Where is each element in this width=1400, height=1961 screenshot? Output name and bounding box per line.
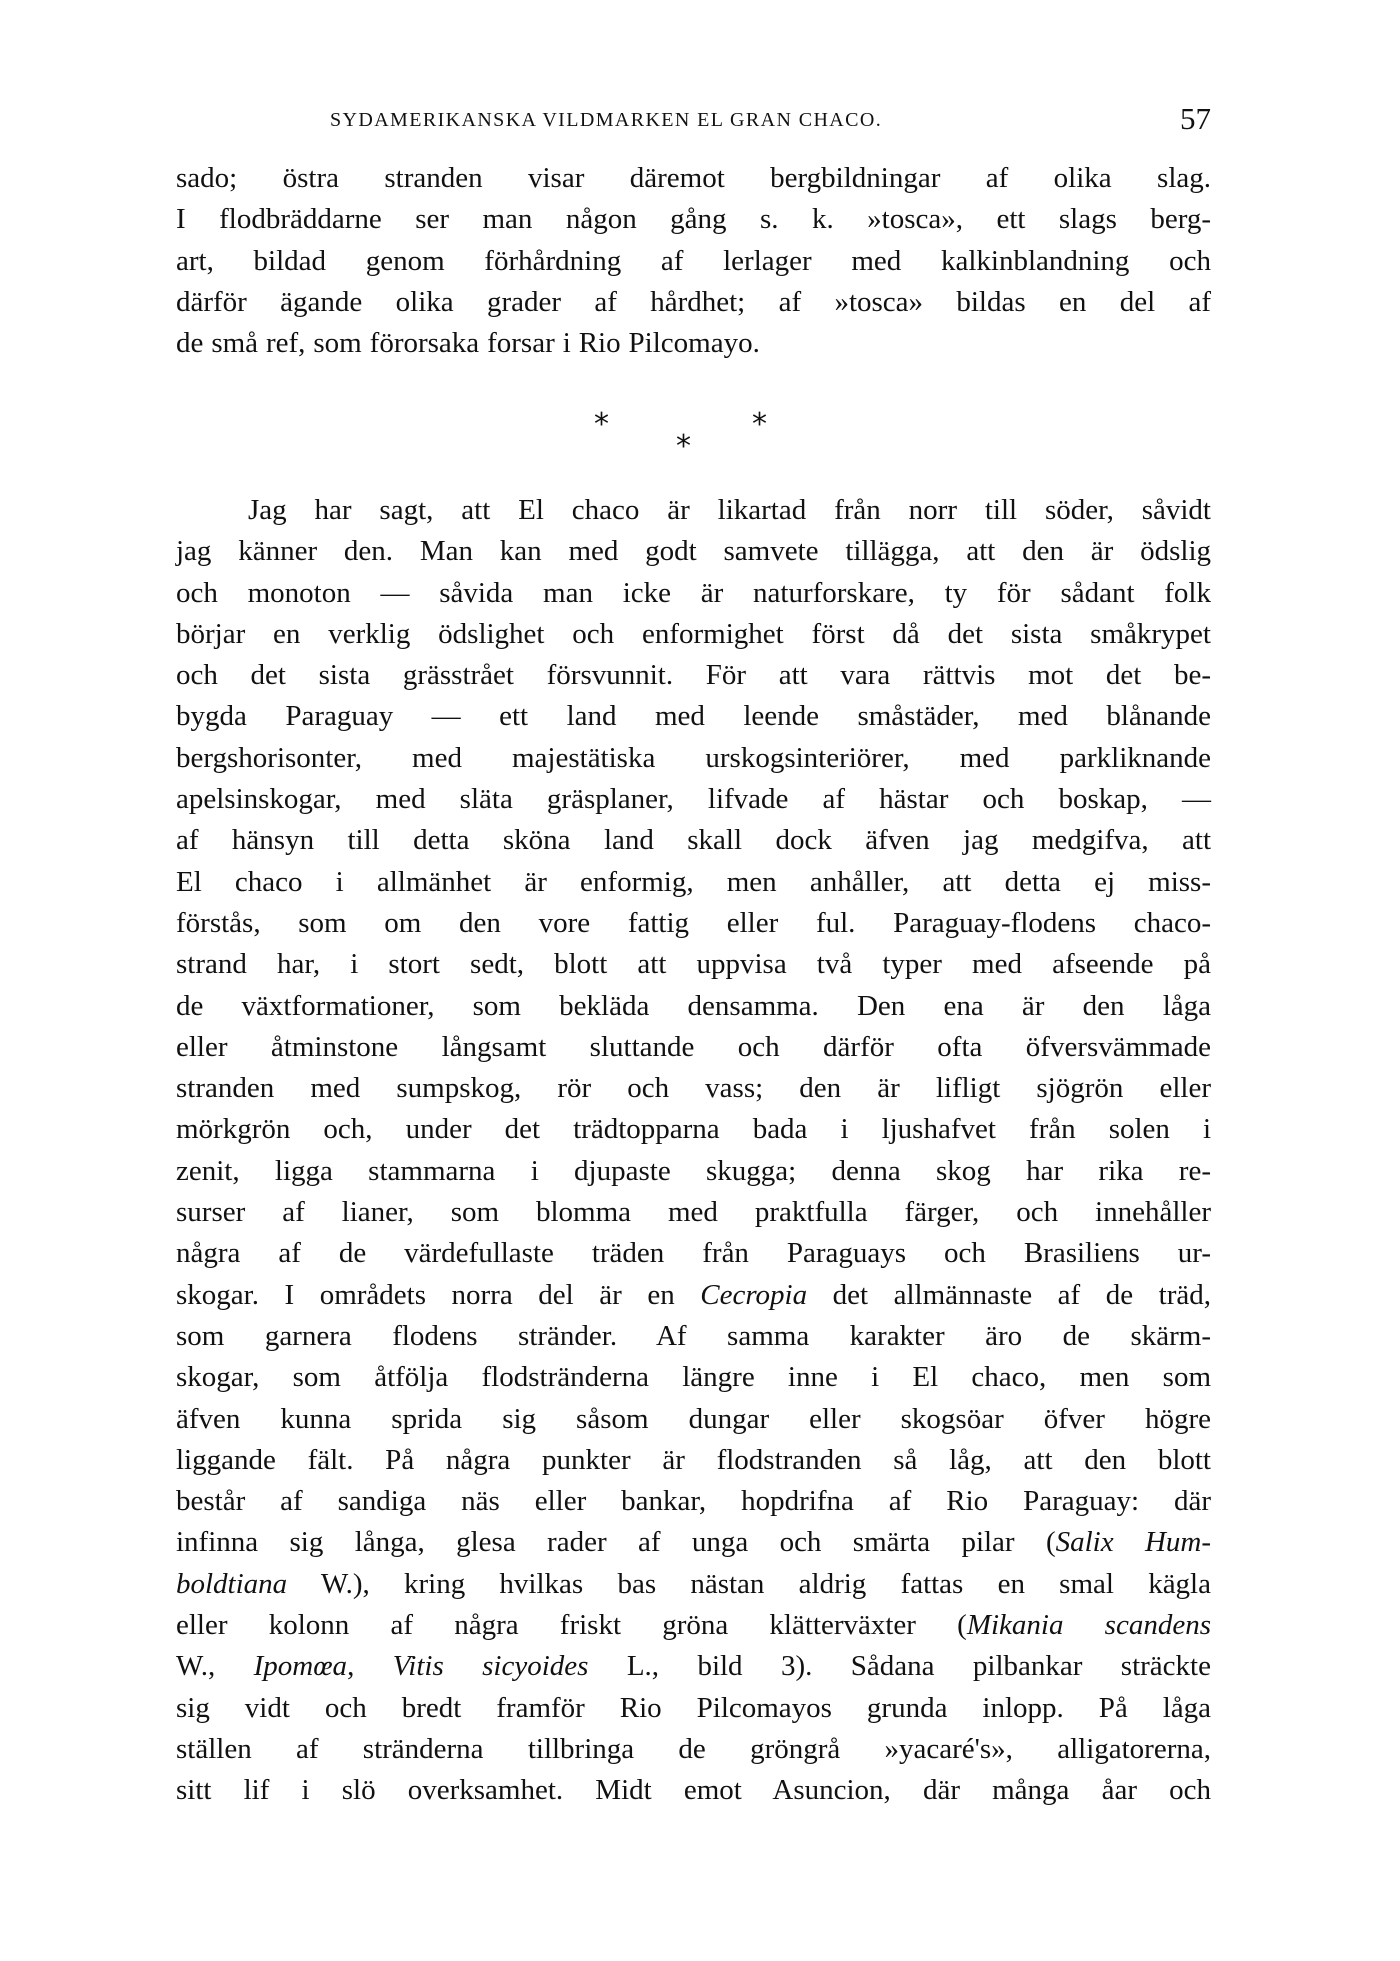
text-line: de små ref, som förorsaka forsar i Rio Pilcomayo. — [176, 327, 760, 360]
running-head: SYDAMERIKANSKA VILDMARKEN EL GRAN CHACO. — [330, 109, 883, 131]
text-line: de växtformationer, som bekläda densamma. Den ena är den låga — [176, 989, 1211, 1022]
text-fragment: eller kolonn af några friskt gröna klätterväxter ( — [176, 1609, 967, 1642]
paragraph-el-chaco — [176, 490, 1211, 1812]
text-line: sado; östra stranden visar däremot bergbildningar af olika slag. — [176, 162, 1211, 194]
text-line-boldtiana — [176, 1564, 1211, 1605]
section-asterism — [570, 407, 790, 464]
italic-taxon-cecropia: Cecropia — [700, 1278, 808, 1311]
asterisk-middle: * — [676, 429, 691, 464]
text-line-mikania — [176, 1605, 1211, 1646]
text-line: mörkgrön och, under det trädtopparna bada i ljushafvet från solen i — [176, 1113, 1211, 1146]
text-line: bygda Paraguay — ett land med leende småstäder, med blånande — [176, 700, 1211, 733]
text-line: skogar, som åtfölja flodstränderna längre inne i El chaco, men som — [176, 1361, 1211, 1394]
text-line: förstås, som om den vore fattig eller ful. Paraguay-flodens chaco- — [176, 906, 1211, 939]
text-line: bergshorisonter, med majestätiska urskogsinteriörer, med parkliknande — [176, 741, 1211, 774]
text-line: strand har, i stort sedt, blott att uppvisa två typer med afseende på — [176, 948, 1211, 981]
text-line: jag känner den. Man kan med godt samvete tillägga, att den är ödslig — [176, 535, 1211, 568]
text-line-salix — [176, 1522, 1211, 1563]
text-line: äfven kunna sprida sig såsom dungar eller skogsöar öfver högre — [176, 1402, 1211, 1435]
text-fragment: skogar. I områdets norra del är en — [176, 1278, 701, 1311]
text-line: därför ägande olika grader af hårdhet; af »tosca» bildas en del af — [176, 285, 1211, 318]
asterisk-left: * — [594, 407, 609, 442]
text-line: sig vidt och bredt framför Rio Pilcomayos grunda inlopp. På låga — [176, 1691, 1211, 1724]
text-line: som garnera flodens stränder. Af samma karakter äro de skärm- — [176, 1319, 1211, 1352]
italic-taxon-ipomoea: Ipomœa — [253, 1650, 348, 1683]
text-line: eller åtminstone långsamt sluttande och därför ofta öfversvämmade — [176, 1030, 1211, 1063]
text-line: El chaco i allmänhet är enformig, men anhåller, att detta ej miss- — [176, 865, 1211, 898]
text-fragment: W.), kring hvilkas bas nästan aldrig fattas en smal kägla — [287, 1567, 1211, 1600]
asterisk-right: * — [752, 407, 767, 442]
text-line: surser af lianer, som blomma med praktfulla färger, och innehåller — [176, 1196, 1211, 1229]
text-line: Jag har sagt, att El chaco är likartad från norr till söder, såvidt — [248, 494, 1211, 526]
text-line: liggande fält. På några punkter är flodstranden så låg, att den blott — [176, 1443, 1211, 1476]
page-number: 57 — [1180, 101, 1211, 136]
text-line: och monoton — såvida man icke är naturforskare, ty för sådant folk — [176, 576, 1211, 609]
text-fragment: det allmännaste af de träd, — [807, 1278, 1211, 1311]
text-fragment: L., bild 3). Sådana pilbankar sträckte — [588, 1650, 1211, 1683]
text-fragment: W., — [176, 1650, 254, 1683]
italic-taxon-vitis: Vitis sicyoides — [392, 1650, 589, 1683]
text-line: stranden med sumpskog, rör och vass; den är lifligt sjögrön eller — [176, 1072, 1211, 1105]
text-line-cecropia — [176, 1275, 1211, 1316]
text-line-ipomoea — [176, 1646, 1211, 1687]
italic-taxon-mikania: Mikania scandens — [966, 1609, 1211, 1642]
text-line: ställen af stränderna tillbringa de gröngrå »yacaré's», alligatorerna, — [176, 1732, 1211, 1765]
italic-taxon-boldtiana: boldtiana — [176, 1567, 288, 1600]
text-fragment: infinna sig långa, glesa rader af unga och smärta pilar ( — [176, 1526, 1056, 1559]
text-fragment: , — [347, 1650, 393, 1683]
text-line: några af de värdefullaste träden från Paraguays och Brasiliens ur- — [176, 1237, 1211, 1270]
text-line: art, bildad genom förhårdning af lerlager med kalkinblandning och — [176, 244, 1211, 277]
text-line: sitt lif i slö overksamhet. Midt emot Asuncion, där många åar och — [176, 1774, 1211, 1807]
page-header — [176, 101, 1211, 141]
text-line: börjar en verklig ödslighet och enformighet först då det sista småkrypet — [176, 617, 1211, 650]
text-line: och det sista grässtrået försvunnit. För att vara rättvis mot det be- — [176, 659, 1211, 692]
text-line: zenit, ligga stammarna i djupaste skugga; denna skog har rika re- — [176, 1154, 1211, 1187]
text-line: apelsinskogar, med släta gräsplaner, lifvade af hästar och boskap, — — [176, 783, 1211, 816]
paragraph-tosca — [176, 158, 1211, 364]
text-line: består af sandiga näs eller bankar, hopdrifna af Rio Paraguay: där — [176, 1485, 1211, 1518]
text-line: I flodbräddarne ser man någon gång s. k. »tosca», ett slags berg- — [176, 203, 1211, 236]
italic-taxon-salix: Salix Hum- — [1055, 1526, 1211, 1559]
text-line: af hänsyn till detta sköna land skall dock äfven jag medgifva, att — [176, 824, 1211, 857]
